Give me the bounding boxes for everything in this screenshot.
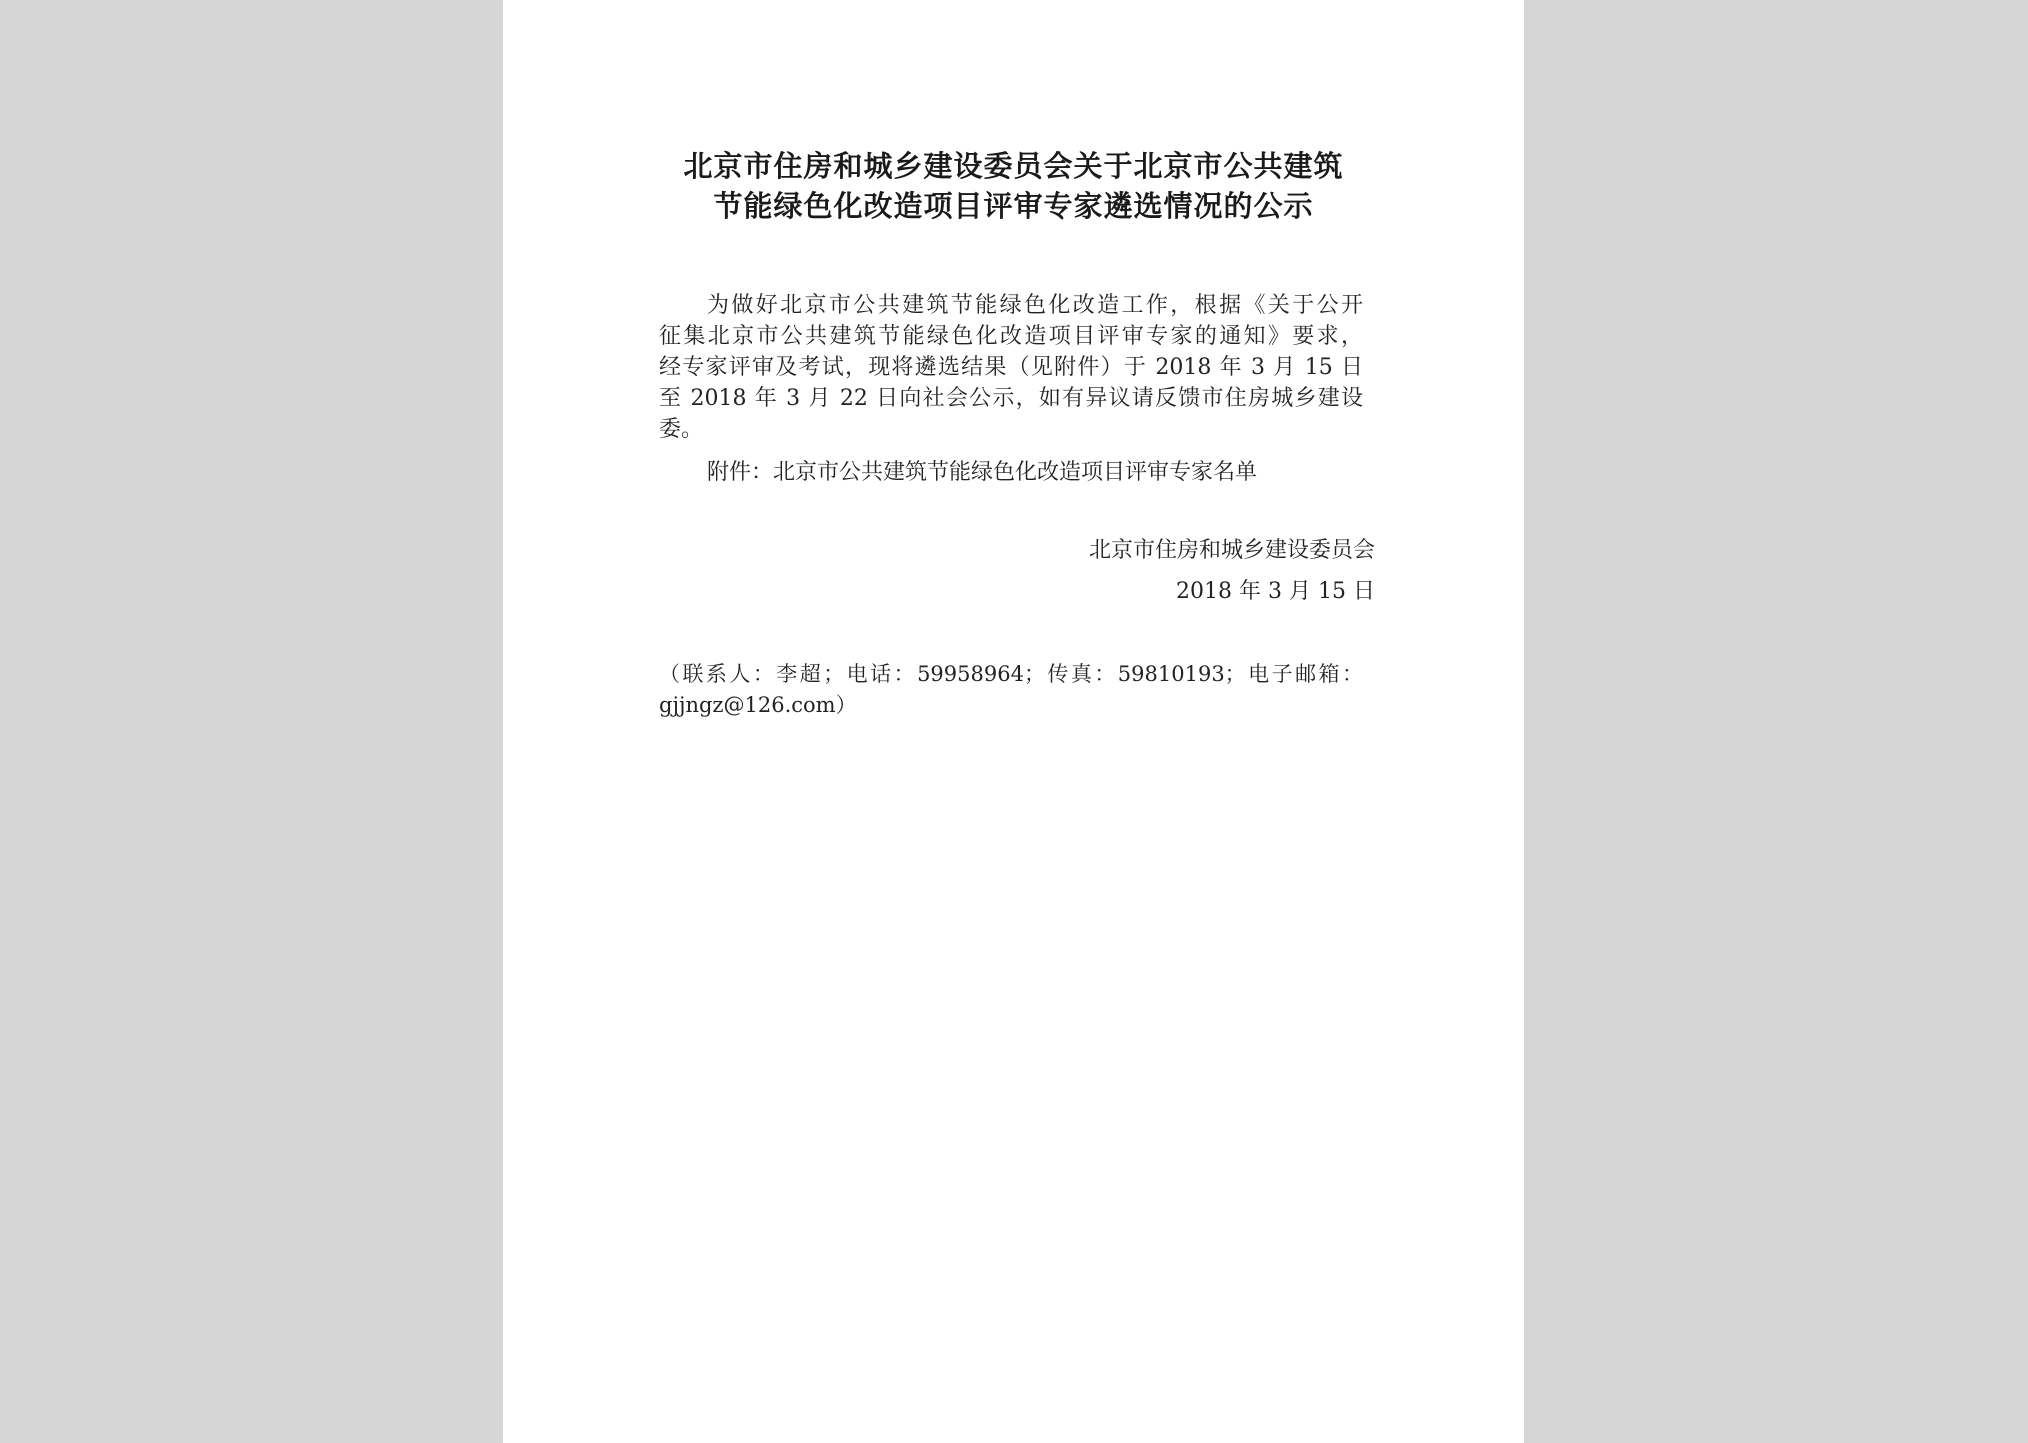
document-title-line-1: 北京市住房和城乡建设委员会关于北京市公共建筑: [683, 149, 1344, 183]
body-paragraph-line: 委。: [659, 417, 704, 442]
document-title-line-2: 节能绿色化改造项目评审专家遴选情况的公示: [713, 189, 1314, 223]
body-paragraph-line: 征集北京市公共建筑节能绿色化改造项目评审专家的通知》要求，: [659, 324, 1363, 349]
issue-date: 2018 年 3 月 15 日: [1176, 579, 1375, 604]
document-page: [503, 0, 1524, 1443]
body-paragraph-line: 为做好北京市公共建筑节能绿色化改造工作，根据《关于公开: [707, 293, 1363, 318]
body-paragraph-line: 经专家评审及考试，现将遴选结果（见附件）于 2018 年 3 月 15 日: [659, 355, 1363, 380]
issuer-signature: 北京市住房和城乡建设委员会: [1088, 538, 1375, 563]
contact-info-line-1: （联系人：李超；电话：59958964；传真：59810193；电子邮箱：: [659, 662, 1363, 686]
attachment-note: 附件：北京市公共建筑节能绿色化改造项目评审专家名单: [707, 460, 1258, 485]
contact-email: gjjngz@126.com）: [659, 693, 857, 717]
body-paragraph-line: 至 2018 年 3 月 22 日向社会公示，如有异议请反馈市住房城乡建设: [659, 386, 1363, 411]
